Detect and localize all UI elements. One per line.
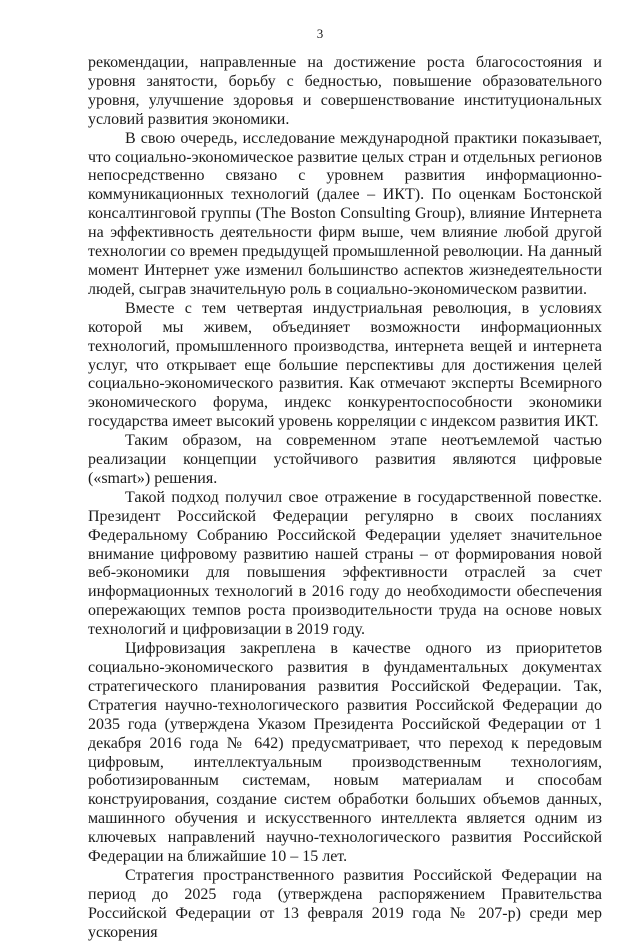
paragraph-3: Вместе с тем четвертая индустриальная революция, в условиях которой мы живем, объединяет возможности информационных технологий, промышленного производства, интернета вещей и интернета услуг, что открывает еще большие перспективы для достижения целей социально-экономического развития. Как отмечают эксперты Всемирного экономического форума, индекс конкурентоспособности экономики государства имеет высокий уровень корреляции с индексом развития ИКТ. xyxy=(88,299,602,431)
paragraph-1: рекомендации, направленные на достижение роста благосостояния и уровня занятости, борьбу с бедностью, повышение образовательного уровня, улучшение здоровья и совершенствование институциональных условий развития экономики. xyxy=(88,54,602,128)
paragraph-4: Таким образом, на современном этапе неотъемлемой частью реализации концепции устойчивого развития являются цифровые («smart») решения. xyxy=(88,432,602,487)
paragraph-2: В свою очередь, исследование международной практики показывает, что социально-экономическое развитие целых стран и отдельных регионов непосредственно связано с уровнем развития информационно-коммуникационных технологий (далее – ИКТ). По оценкам Бостонской консалтинговой группы (The Boston Consulting Group), влияние Интернета на эффективность деятельности фирм выше, чем влияние любой другой технологии со времен предыдущей промышленной революции. На данный момент Интернет уже изменил большинство аспектов жизнедеятельности людей, сыграв значительную роль в социально-экономическом развитии. xyxy=(88,129,602,298)
paragraph-7: Стратегия пространственного развития Российской Федерации на период до 2025 года (утверждена распоряжением Правительства Российской Федерации от 13 февраля 2019 года № 207-р) среди мер ускорения xyxy=(88,866,602,941)
document-body xyxy=(88,54,602,943)
page-number: 3 xyxy=(316,26,324,41)
paragraph-6: Цифровизация закреплена в качестве одного из приоритетов социально-экономического развития в фундаментальных документах стратегического планирования развития Российской Федерации. Так, Стратегия научно-технологического развития Российской Федерации до 2035 года (утверждена Указом Президента Российской Федерации от 1 декабря 2016 года № 642) предусматривает, что переход к передовым цифровым, интеллектуальным производственным технологиям, роботизированным системам, новым материалам и способам конструирования, создание систем обработки больших объемов данных, машинного обучения и искусственного интеллекта является одним из ключевых направлений научно-технологического развития Российской Федерации на ближайшие 10 – 15 лет. xyxy=(88,640,602,866)
paragraph-5: Такой подход получил свое отражение в государственной повестке. Президент Российской Федерации регулярно в своих посланиях Федеральному Собранию Российской Федерации уделяет значительное внимание цифровому развитию нашей страны – от формирования новой веб-экономики для повышения эффективности отраслей за счет информационных технологий в 2016 году до необходимости обеспечения опережающих темпов роста производительности труда на основе новых технологий и цифровизации в 2019 году. xyxy=(88,488,602,639)
